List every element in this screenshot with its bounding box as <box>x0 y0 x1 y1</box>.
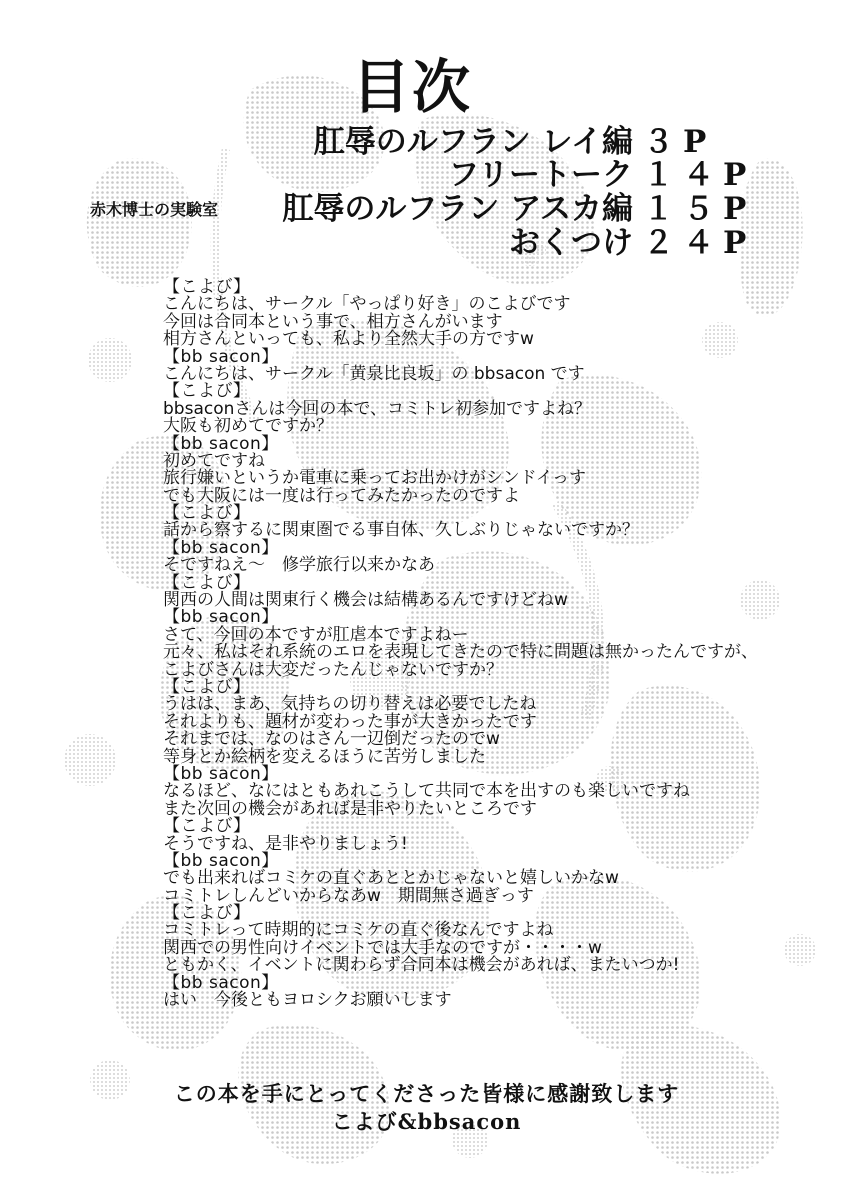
dialogue-speaker: 【bb sacon】 <box>163 346 279 367</box>
dialogue-line: 話から察するに関東圏でる事自体、久しぶりじゃないですか？ <box>163 520 639 541</box>
authors-credit: こよび&bbsacon <box>331 1109 522 1134</box>
dialogue-line: 等身とか絵柄を変えるほうに苦労しました <box>163 746 486 767</box>
toc-entry-page: ３P <box>643 124 716 160</box>
toc-entry <box>0 224 853 262</box>
dialogue-line: そですねえ～ 修学旅行以来かなあ <box>163 555 435 576</box>
dialogue-speaker: 【bb sacon】 <box>163 763 279 784</box>
dialogue-line: さて、今回の本ですが肛虐本ですよねー <box>163 624 469 645</box>
dialogue-line: ともかく、イベントに関わらず合同本は機会があれば、またいつか! <box>163 955 680 976</box>
free-talk-dialogue <box>163 279 813 1009</box>
dialogue-line: コミトレしんどいからなあw 期間無さ過ぎっす <box>163 885 534 906</box>
dialogue-line: また次回の機会があれば是非やりたいところです <box>163 798 537 819</box>
dialogue-line: 関西の人間は関東行く機会は結構あるんですけどねw <box>163 590 568 611</box>
dialogue-speaker: 【こよび】 <box>163 676 251 697</box>
dialogue-line: こよびさんは大変だったんじゃないですか？ <box>163 659 503 680</box>
dialogue-speaker: 【こよび】 <box>163 903 251 924</box>
dialogue-speaker: 【bb sacon】 <box>163 607 279 628</box>
toc-title: 目次 <box>352 53 473 121</box>
dialogue-speaker: 【bb sacon】 <box>163 850 279 871</box>
dialogue-line: なるほど、なにはともあれこうして共同で本を出すのも楽しいですね <box>163 781 690 802</box>
dialogue-line: こんにちは、サークル「黄泉比良坂」の bbsacon です <box>163 363 585 384</box>
dialogue-line: そうですね、是非やりましょう! <box>163 833 408 854</box>
dialogue-line: それよりも、題材が変わった事が大きかったです <box>163 711 537 732</box>
dialogue-line: 旅行嫌いというか電車に乗ってお出かけがシンドイっす <box>163 468 587 489</box>
toc-entry-prefix: 赤木博士の実験室 <box>90 200 219 219</box>
toc-entry-page: １４P <box>643 157 756 193</box>
toc-entry-label: 肛辱のルフラン レイ編 <box>313 124 633 160</box>
dialogue-line: コミトレって時期的にコミケの直ぐ後なんですよね <box>163 920 554 941</box>
dialogue-line: 相方さんといっても、私より全然大手の方ですw <box>163 329 534 350</box>
toc-entry <box>0 156 853 194</box>
dialogue-speaker: 【bb sacon】 <box>163 433 279 454</box>
toc-entry <box>0 190 853 228</box>
thanks-message: この本を手にとってくださった皆様に感謝致します <box>173 1081 680 1106</box>
dialogue-line: うはは、まあ、気持ちの切り替えは必要でしたね <box>163 694 537 715</box>
toc-entry-page: １５P <box>643 191 756 227</box>
dialogue-line: それまでは、なのはさん一辺倒だったのでw <box>163 729 500 750</box>
toc-entry-label: おくつけ <box>509 225 633 261</box>
toc-entry-label: 肛辱のルフラン アスカ編 <box>282 191 633 227</box>
dialogue-line: こんにちは、サークル「やっぱり好き」のこよびです <box>163 294 571 315</box>
dialogue-line: でも大阪には一度は行ってみたかったのですよ <box>163 485 520 506</box>
dialogue-line: 元々、私はそれ系統のエロを表現してきたので特に問題は無かったんですが、 <box>163 642 758 663</box>
dialogue-speaker: 【bb sacon】 <box>163 972 279 993</box>
dialogue-line: 関西での男性向けイベントでは大手なのですが・・・・w <box>163 937 602 958</box>
dialogue-line: bbsaconさんは今回の本で、コミトレ初参加ですよね？ <box>163 398 592 419</box>
toc-entry-label: フリートーク <box>448 157 633 193</box>
dialogue-speaker: 【こよび】 <box>163 816 251 837</box>
dialogue-line: はい 今後ともヨロシクお願いします <box>163 990 452 1011</box>
dialogue-line: 今回は合同本という事で、相方さんがいます <box>163 311 503 332</box>
dialogue-speaker: 【こよび】 <box>163 503 251 524</box>
dialogue-speaker: 【こよび】 <box>163 277 251 297</box>
dialogue-speaker: 【bb sacon】 <box>163 537 279 558</box>
dialogue-line: でも出来ればコミケの直ぐあととかじゃないと嬉しいかなw <box>163 868 619 889</box>
dialogue-speaker: 【こよび】 <box>163 572 251 593</box>
toc-entry-page: ２４P <box>643 225 756 261</box>
dialogue-speaker: 【こよび】 <box>163 381 251 402</box>
dialogue-line: 大阪も初めてですか？ <box>163 416 333 437</box>
dialogue-line: 初めてですね <box>163 450 265 471</box>
